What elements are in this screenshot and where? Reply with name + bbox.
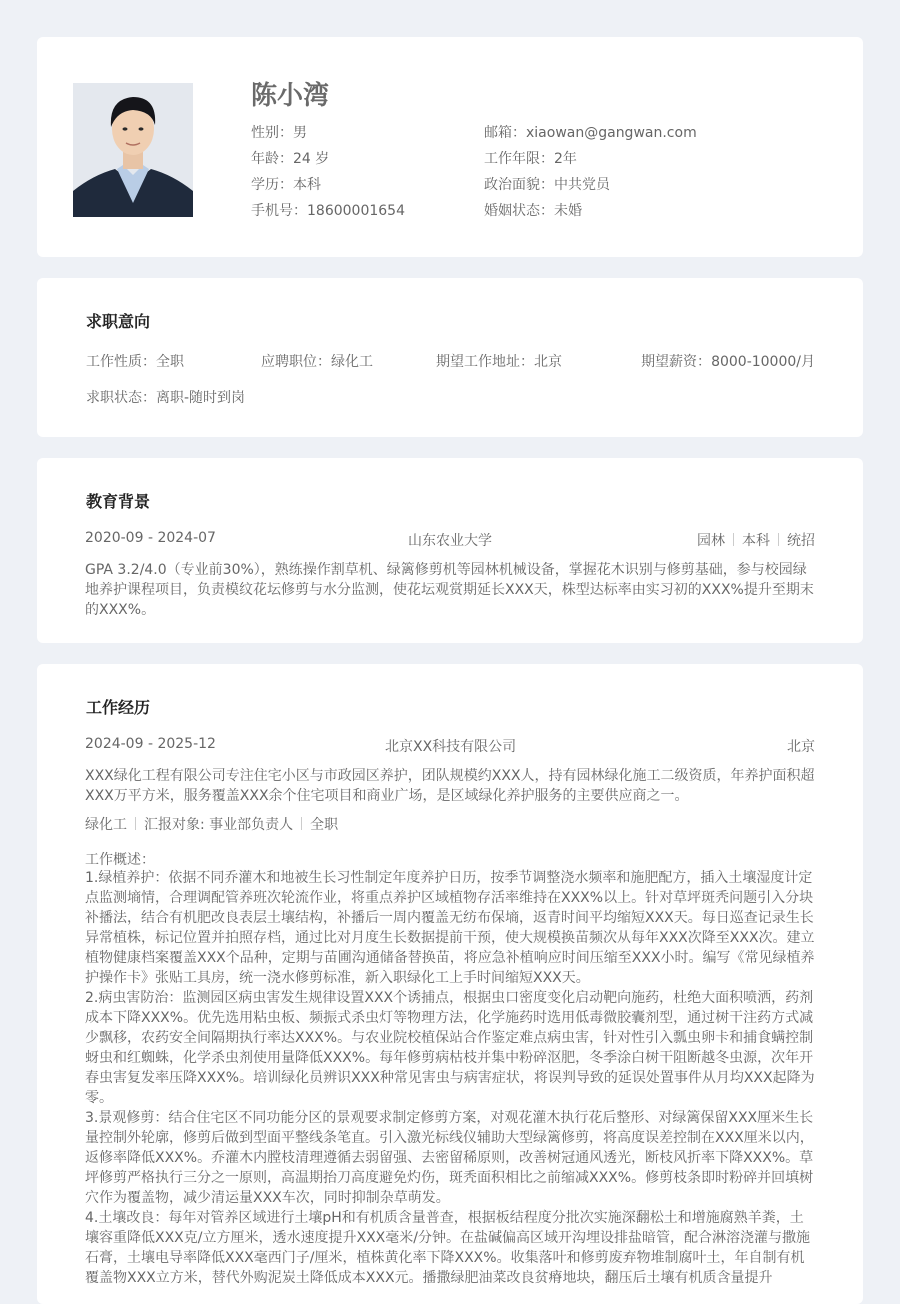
age-label: 年龄：	[251, 151, 293, 167]
section-title-intention: 求职意向	[86, 312, 151, 331]
tag-divider	[778, 533, 779, 546]
salary-label: 期望薪资：	[641, 354, 712, 370]
major: 园林	[697, 533, 725, 549]
marital-row	[484, 200, 582, 220]
education-description: GPA 3.2/4.0（专业前30%），熟练操作割草机、绿篱修剪机等园林机械设备，掌握花木识别与修剪基础，参与校园绿地养护课程项目，负责模纹花坛修剪与水分监测，使花坛观赏期延长XXX天，株型达标率由实习初的XXX%提升至期末的XXX%。	[85, 562, 814, 618]
school-name: 山东农业大学	[408, 533, 492, 549]
education-label: 学历：	[251, 177, 293, 193]
work-years-label: 工作年限：	[484, 151, 554, 167]
profile-card	[37, 37, 863, 257]
gender-row	[251, 122, 307, 142]
location-label: 期望工作地址：	[436, 354, 534, 370]
location-row	[436, 351, 562, 371]
age-row	[251, 148, 329, 168]
section-title-education: 教育背景	[86, 492, 151, 511]
position-value: 绿化工	[331, 354, 373, 370]
age-value: 24 岁	[293, 151, 330, 167]
position-label: 应聘职位：	[261, 354, 331, 370]
avatar	[73, 83, 193, 217]
gender-value: 男	[293, 125, 307, 141]
work-experience-card	[37, 664, 863, 1304]
degree: 本科	[742, 533, 770, 549]
status-value: 离职-随时到岗	[156, 390, 246, 406]
education-period: 2020-09 - 2024-07	[85, 530, 216, 546]
phone-label: 手机号：	[251, 203, 307, 219]
education-card	[37, 458, 863, 643]
work-years-value: 2年	[554, 151, 577, 167]
education-row	[251, 174, 321, 194]
tag-divider	[733, 533, 734, 546]
email-value[interactable]: xiaowan@gangwan.com	[526, 125, 697, 141]
work-details: 1.绿植养护：依据不同乔灌木和地被生长习性制定年度养护日历，按季节调整浇水频率和施肥配方，插入土壤湿度计定点监测墒情，合理调配管养班次轮流作业，将重点养护区域植物存活率维持在XXX%以上。针对草坪斑秃问题引入分块补播法，结合有机肥改良表层土壤结构，补播后一周内覆盖无纺布保墒，返青时间平均缩短XXX天。每日巡查记录生长异常植株，标记位置并拍照存档，通过比对月度生长数据提前干预，使大规模换苗频次从每年XXX次降至XXX次。建立植物健康档案覆盖XXX个品种，定期与苗圃沟通储备替换苗，将应急补植响应时间压缩至XXX小时。编写《常见绿植养护操作卡》张贴工具房，统一浇水修剪标准，新入职绿化工上手时间缩短XXX天。 2.病虫害防治：监测园区病虫害发生规律设置XXX个诱捕点，根据虫口密度变化启动靶向施药，杜绝大面积喷洒，药剂成本下降XXX%。优先选用粘虫板、频振式杀虫灯等物理方法，化学施药时选用低毒微胶囊剂型，通过树干注药方式减少飘移，农药安全间隔期执行率达XXX%。与农业院校植保站合作鉴定难点病虫害，针对性引入瓢虫卵卡和捕食螨控制蚜虫和红蜘蛛，化学杀虫剂使用量降低XXX%。每年修剪病枯枝并集中粉碎沤肥，冬季涂白树干阻断越冬虫源，次年开春虫害复发率压降XXX%。培训绿化员辨识XXX种常见害虫与病害症状，将误判导致的延误处置事件从月均XXX起降为零。 3.景观修剪：结合住宅区不同功能分区的景观要求制定修剪方案，对观花灌木执行花后整形、对绿篱保留XXX厘米生长量控制外轮廓，修剪后做到型面平整线条笔直。引入激光标线仪辅助大型绿篱修剪，将高度误差控制在XXX厘米以内，返修率降低XXX%。乔灌木内膛枝清理遵循去弱留强、去密留稀原则，改善树冠通风透光，断枝风折率下降XXX%。草坪修剪严格执行三分之一原则，高温期抬刀高度避免灼伤，斑秃面积相比之前缩减XXX%。修剪枝条即时粉碎并回填树穴作为覆盖物，减少清运量XXX车次，同时抑制杂草萌发。 4.土壤改良：每年对管养区域进行土壤pH和有机质含量普查，根据板结程度分批次实施深翻松土和增施腐熟羊粪，土壤容重降低XXX克/立方厘米，透水速度提升XXX毫米/分钟。在盐碱偏高区域开沟埋设排盐暗管，配合淋溶浇灌与撒施石膏，土壤电导率降低XXX毫西门子/厘米，植株黄化率下降XXX%。收集落叶和修剪废弃物堆制腐叶土，年自制有机覆盖物XXX立方米，替代外购泥炭土降低成本XXX元。播撒绿肥油菜改良贫瘠地块，翻压后土壤有机质含量提升	[85, 870, 815, 1286]
job-type-row	[86, 351, 184, 371]
status-label: 求职状态：	[86, 390, 156, 406]
email-row	[484, 122, 697, 142]
company-description: XXX绿化工程有限公司专注住宅小区与市政园区养护，团队规模约XXX人，持有园林绿化施工二级资质，年养护面积超XXX万平方米，服务覆盖XXX余个住宅项目和商业广场，是区域绿化养护服务的主要供应商之一。	[85, 768, 815, 804]
email-label: 邮箱：	[484, 125, 526, 141]
work-tags	[85, 814, 338, 834]
work-period: 2024-09 - 2025-12	[85, 736, 216, 752]
gender-label: 性别：	[251, 125, 293, 141]
political-value: 中共党员	[554, 177, 610, 193]
section-title-work: 工作经历	[86, 698, 151, 717]
job-type-value: 全职	[156, 354, 184, 370]
job-intention-card	[37, 278, 863, 437]
tag-divider	[301, 817, 302, 830]
marital-value: 未婚	[554, 203, 582, 219]
enroll-type: 统招	[787, 533, 815, 549]
salary-row	[641, 351, 815, 371]
overview-label: 工作概述：	[85, 852, 155, 868]
report-to: 汇报对象: 事业部负责人	[144, 817, 294, 833]
marital-label: 婚姻状态：	[484, 203, 554, 219]
work-job-type: 全职	[310, 817, 339, 833]
company-name: 北京XX科技有限公司	[385, 739, 517, 755]
tag-divider	[135, 817, 136, 830]
work-years-row	[484, 148, 577, 168]
job-type-label: 工作性质：	[86, 354, 156, 370]
phone-row	[251, 200, 405, 220]
work-city: 北京	[787, 739, 815, 755]
political-label: 政治面貌：	[484, 177, 554, 193]
status-row	[86, 387, 245, 407]
role: 绿化工	[85, 817, 127, 833]
phone-value: 18600001654	[307, 203, 405, 219]
position-row	[261, 351, 373, 371]
political-row	[484, 174, 610, 194]
salary-value: 8000-10000/月	[711, 354, 815, 370]
education-value: 本科	[293, 177, 321, 193]
education-tags	[697, 530, 815, 550]
candidate-name: 陈小湾	[251, 81, 330, 111]
location-value: 北京	[534, 354, 562, 370]
